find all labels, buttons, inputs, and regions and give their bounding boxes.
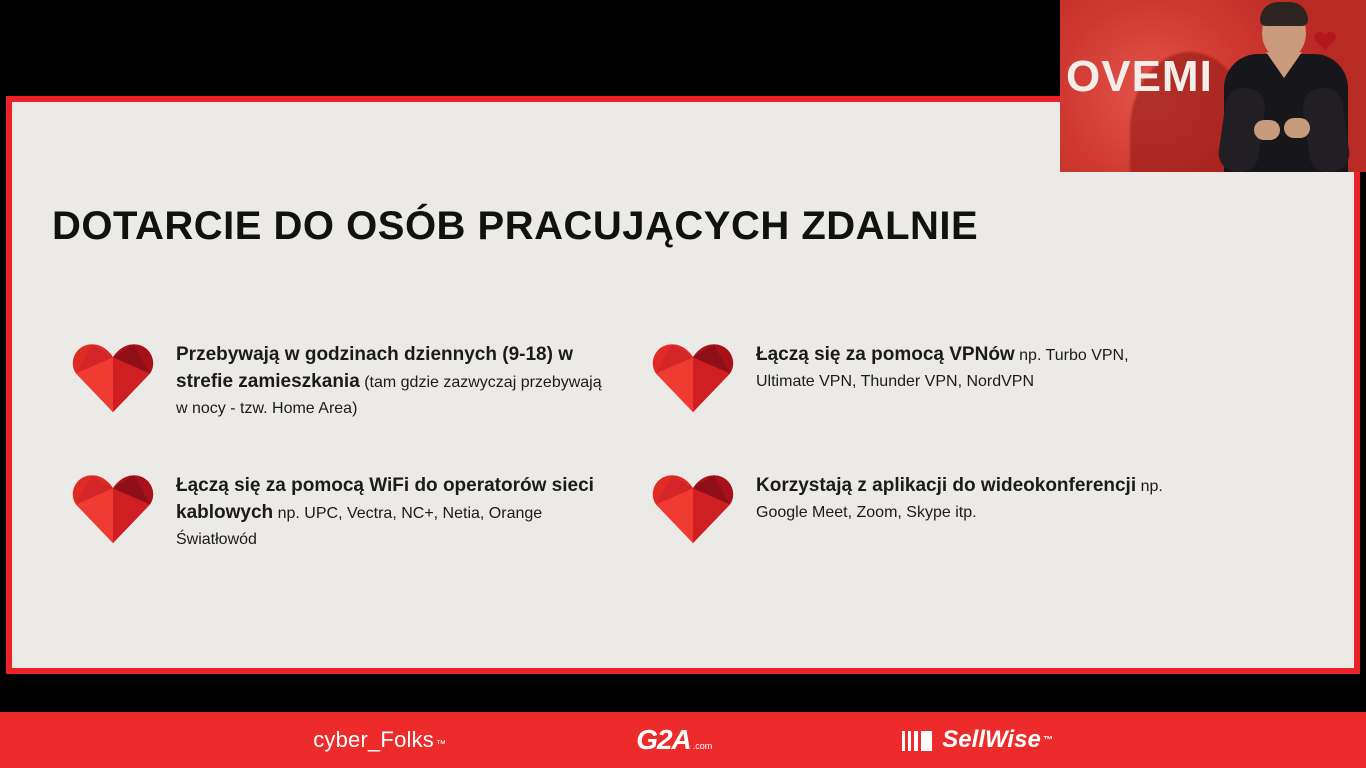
speaker-figure bbox=[1210, 0, 1366, 172]
speaker-hand-left bbox=[1254, 120, 1280, 140]
logo-sellwise bbox=[902, 726, 1053, 754]
backdrop-text: OVEMI bbox=[1066, 52, 1213, 101]
heart-icon bbox=[72, 338, 154, 412]
heart-icon bbox=[652, 469, 734, 543]
logo-cyber-folks-text: cyber_Folks bbox=[313, 727, 434, 752]
bullet-grid bbox=[72, 334, 1312, 551]
list-item-text bbox=[756, 465, 1182, 525]
list-item bbox=[72, 465, 602, 552]
page-title: DOTARCIE DO OSÓB PRACUJĄCYCH ZDALNIE bbox=[52, 204, 979, 248]
logo-sellwise-text: SellWise bbox=[942, 726, 1041, 753]
list-item bbox=[72, 334, 602, 421]
list-item-text bbox=[756, 334, 1182, 394]
list-item-strong: Łączą się za pomocą WiFi do operatorów sieci kablowych bbox=[176, 474, 594, 523]
logo-g2a-text: G2A bbox=[636, 724, 691, 755]
logo-g2a-suffix: .com bbox=[692, 741, 713, 751]
speaker-hair bbox=[1260, 2, 1308, 26]
sponsor-logo-bar bbox=[0, 712, 1366, 768]
heart-icon bbox=[72, 469, 154, 543]
slide-content bbox=[12, 102, 1354, 668]
speaker-hand-right bbox=[1284, 118, 1310, 138]
list-item-light: np. Google Meet, Zoom, Skype itp. bbox=[756, 477, 1163, 521]
list-item-strong: Przebywają w godzinach dziennych (9-18) w strefie zamieszkania bbox=[176, 344, 573, 392]
list-item-light: (tam gdzie zazwyczaj przebywają w nocy - tzw. Home Area) bbox=[176, 373, 602, 417]
list-item bbox=[652, 465, 1182, 552]
slide-frame bbox=[6, 96, 1360, 674]
list-item-light: np. UPC, Vectra, NC+, Netia, Orange Światłowód bbox=[176, 504, 543, 548]
list-item-light: np. Turbo VPN, Ultimate VPN, Thunder VPN, NordVPN bbox=[756, 347, 1129, 390]
footer-spacer bbox=[0, 694, 1366, 712]
speaker-webcam-overlay bbox=[1060, 0, 1366, 172]
logo-g2a bbox=[636, 724, 712, 756]
list-item-text bbox=[176, 465, 602, 552]
list-item-strong: Korzystają z aplikacji do wideokonferencji bbox=[756, 474, 1137, 496]
trademark-mark: ™ bbox=[436, 739, 447, 750]
list-item-text bbox=[176, 334, 602, 421]
bars-icon bbox=[902, 729, 935, 751]
heart-icon bbox=[652, 338, 734, 412]
list-item bbox=[652, 334, 1182, 421]
trademark-mark: ™ bbox=[1042, 734, 1053, 746]
list-item-strong: Łączą się za pomocą VPNów bbox=[756, 344, 1015, 365]
logo-cyber-folks bbox=[313, 727, 446, 753]
